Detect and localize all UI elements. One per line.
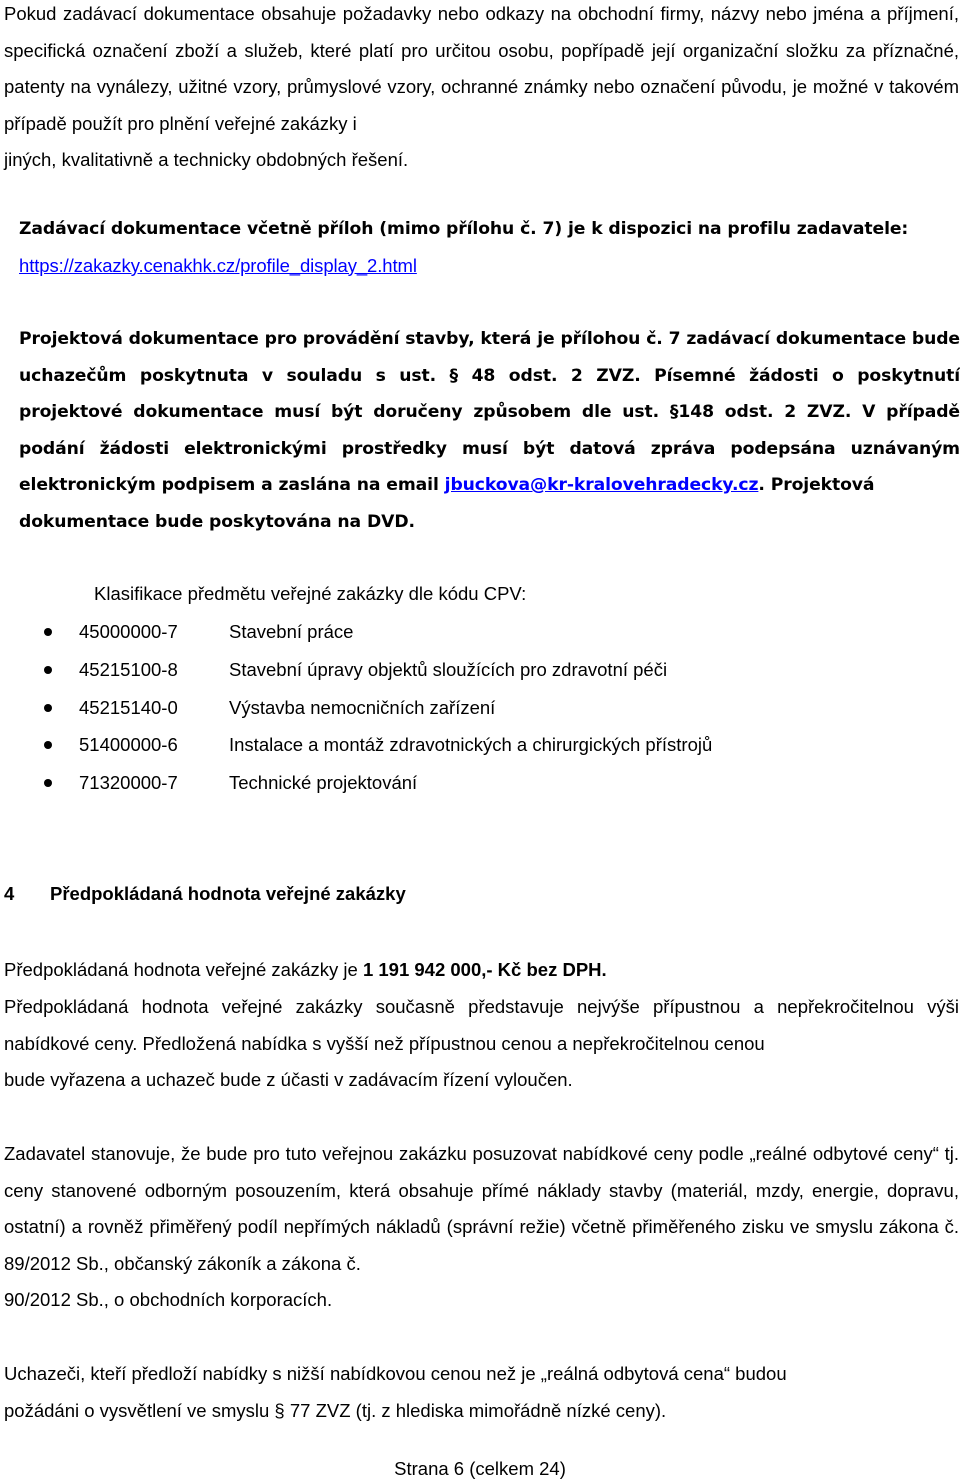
section-number: 4 [4,883,15,904]
value-paragraph [4,952,959,989]
bullet-icon [44,666,52,674]
max-price-text-last: bude vyřazena a uchazeč bude z účasti v zadávacím řízení vyloučen. [4,1069,573,1090]
cpv-code: 45215100-8 [79,658,178,680]
availability-text: Zadávací dokumentace včetně příloh (mimo přílohu č. 7) je k dispozici na profilu zadavatele: [19,219,909,239]
low-price-text: Uchazeči, kteří předloží nabídky s nižší nabídkovou cenou než je „reálná odbytová cena“ budou [4,1363,787,1384]
cpv-code: 45000000-7 [79,621,178,642]
low-price-paragraph [4,1356,959,1429]
value-amount: 1 191 942 000,- Kč bez DPH. [362,959,607,980]
bullet-icon [44,779,52,787]
project-doc-text-2: . Projektová [758,475,875,495]
real-price-paragraph [4,1136,959,1319]
cpv-code: 51400000-6 [79,734,178,756]
cpv-code: 45215140-0 [79,696,178,718]
page-footer: Strana 6 (celkem 24) [394,1458,566,1479]
cpv-desc: Instalace a montáž zdravotnických a chirurgických přístrojů [229,734,713,756]
cpv-intro: Klasifikace předmětu veřejné zakázky dle kódu CPV: [94,583,527,604]
real-price-text: Zadavatel stanovuje, že bude pro tuto veřejnou zakázku posuzovat nabídkové ceny podle „reálné odbytové ceny“ tj. ceny stanovené odborným posouzením, která obsahuje přímé náklady stavby (materiál, mzdy, energie, dopravu, ostatní) a rovněž přiměřený podíl nepřímých nákladů (správní režie) včetně přiměřeného zisku ve smyslu zákona č. 89/2012 Sb., občanský zákoník a zákona č. [4,1143,959,1274]
cpv-code: 71320000-7 [79,772,178,794]
value-prefix: Předpokládaná hodnota veřejné zakázky je [4,959,363,980]
bullet-icon [44,741,52,749]
bullet-icon [44,628,52,636]
cpv-desc: Stavební práce [229,621,354,642]
low-price-text-last: požádáni o vysvětlení ve smyslu § 77 ZVZ (tj. z hlediska mimořádně nízké ceny). [4,1399,667,1421]
cpv-desc: Stavební úpravy objektů sloužících pro zdravotní péči [229,658,668,680]
real-price-text-last: 90/2012 Sb., o obchodních korporacích. [4,1289,333,1310]
max-price-paragraph [4,989,959,1099]
project-doc-text-last: dokumentace bude poskytována na DVD. [19,511,415,532]
intro-text: Pokud zadávací dokumentace obsahuje požadavky nebo odkazy na obchodní firmy, názvy nebo jména a příjmení, specifická označení zboží a služeb, které platí pro určitou osobu, popřípadě její organizační složku za příznačné, patenty na vynálezy, užitné vzory, průmyslové vzory, ochranné známky nebo označení původu, je možné v takovém případě použít pro plnění veřejné zakázky i [4,3,959,134]
project-doc-text: Projektová dokumentace pro provádění stavby, která je přílohou č. 7 zadávací dokumentace bude uchazečům poskytnuta v souladu s ust. § 48 odst. 2 ZVZ. Písemné žádosti o poskytnutí projektové dokumentace musí být doručeny způsobem dle ust. §148 odst. 2 ZVZ. V případě podání žádosti elektronickými prostředky musí být datová zpráva podepsána uznávaným elektronickým podpisem a zaslána na email [19,329,960,495]
intro-text-last: jiných, kvalitativně a technicky obdobných řešení. [4,149,409,170]
intro-paragraph [4,0,959,179]
section-title: Předpokládaná hodnota veřejné zakázky [50,883,406,904]
cpv-desc: Výstavba nemocničních zařízení [229,696,496,718]
bullet-icon [44,704,52,712]
profile-link[interactable]: https://zakazky.cenakhk.cz/profile_display_2.html [19,254,417,276]
email-link[interactable]: jbuckova@kr-kralovehradecky.cz [444,475,759,495]
availability-paragraph [19,211,960,285]
max-price-text: Předpokládaná hodnota veřejné zakázky současně představuje nejvýše přípustnou a nepřekročitelnou výši nabídkové ceny. Předložená nabídka s vyšší než přípustnou cenou a nepřekročitelnou cenou [4,996,959,1054]
project-doc-paragraph [19,321,960,540]
cpv-desc: Technické projektování [229,772,418,794]
